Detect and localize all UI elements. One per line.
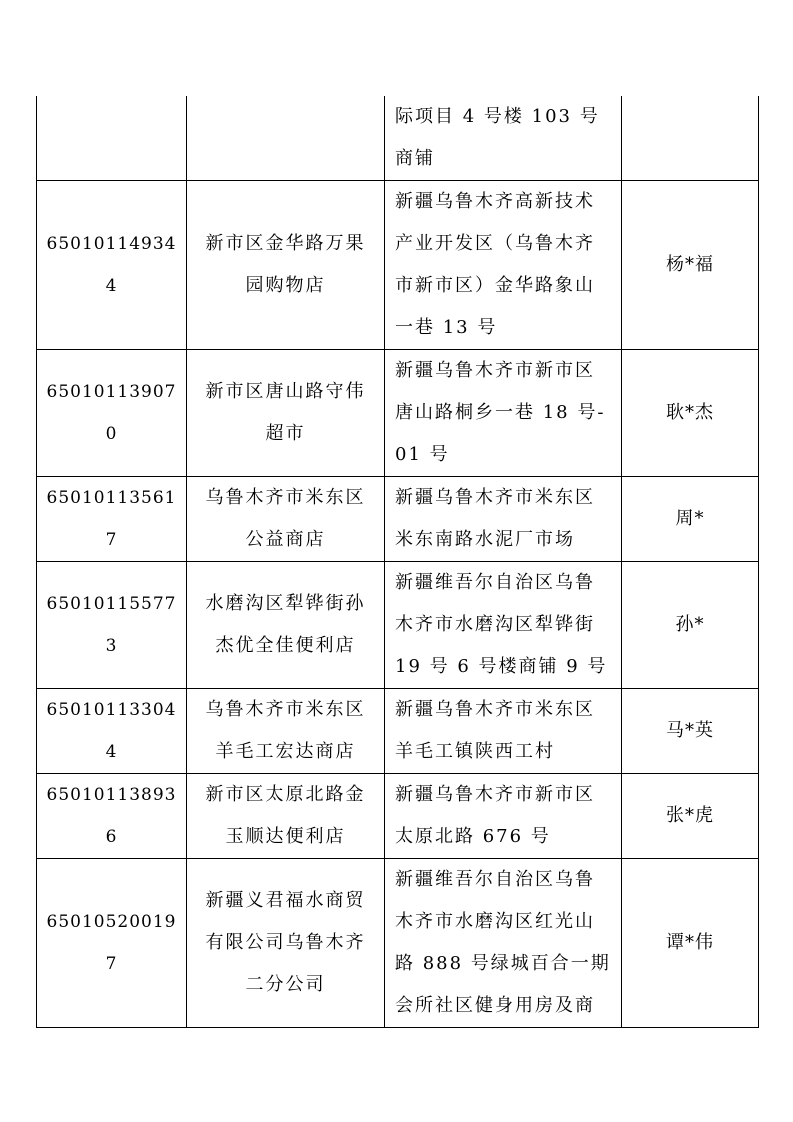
table-row [37,477,759,562]
store-name: 水磨沟区犁铧街孙杰优全佳便利店 [187,562,385,689]
store-name: 新市区唐山路守伟超市 [187,350,385,477]
store-name: 乌鲁木齐市米东区羊毛工宏达商店 [187,689,385,774]
table-row [37,350,759,477]
license-number [37,96,187,181]
table-row [37,181,759,350]
table-row [37,774,759,859]
table-row [37,96,759,181]
table-row [37,562,759,689]
license-number: 650105200197 [37,859,187,1028]
store-address: 新疆乌鲁木齐市新市区唐山路桐乡一巷 18 号-01 号 [385,350,622,477]
store-name [187,96,385,181]
license-number: 650101155773 [37,562,187,689]
table-row [37,689,759,774]
store-address: 新疆乌鲁木齐市米东区羊毛工镇陕西工村 [385,689,622,774]
store-address: 新疆维吾尔自治区乌鲁木齐市水磨沟区红光山路 888 号绿城百合一期会所社区健身用房及商 [385,859,622,1028]
owner-name: 杨*福 [622,181,759,350]
owner-name: 周* [622,477,759,562]
owner-name: 耿*杰 [622,350,759,477]
store-name: 新市区金华路万果园购物店 [187,181,385,350]
license-number: 650101133044 [37,689,187,774]
owner-name [622,96,759,181]
store-address: 新疆乌鲁木齐市新市区太原北路 676 号 [385,774,622,859]
store-address: 新疆乌鲁木齐高新技术产业开发区（乌鲁木齐市新市区）金华路象山一巷 13 号 [385,181,622,350]
owner-name: 张*虎 [622,774,759,859]
license-number: 650101138936 [37,774,187,859]
license-number: 650101139070 [37,350,187,477]
store-address: 际项目 4 号楼 103 号商铺 [385,96,622,181]
store-name: 新市区太原北路金玉顺达便利店 [187,774,385,859]
owner-name: 孙* [622,562,759,689]
store-name: 乌鲁木齐市米东区公益商店 [187,477,385,562]
store-address: 新疆乌鲁木齐市米东区米东南路水泥厂市场 [385,477,622,562]
owner-name: 马*英 [622,689,759,774]
license-table [36,96,759,1028]
store-address: 新疆维吾尔自治区乌鲁木齐市水磨沟区犁铧街 19 号 6 号楼商铺 9 号 [385,562,622,689]
table-row [37,859,759,1028]
store-name: 新疆义君福水商贸有限公司乌鲁木齐二分公司 [187,859,385,1028]
license-number: 650101149344 [37,181,187,350]
owner-name: 谭*伟 [622,859,759,1028]
license-number: 650101135617 [37,477,187,562]
